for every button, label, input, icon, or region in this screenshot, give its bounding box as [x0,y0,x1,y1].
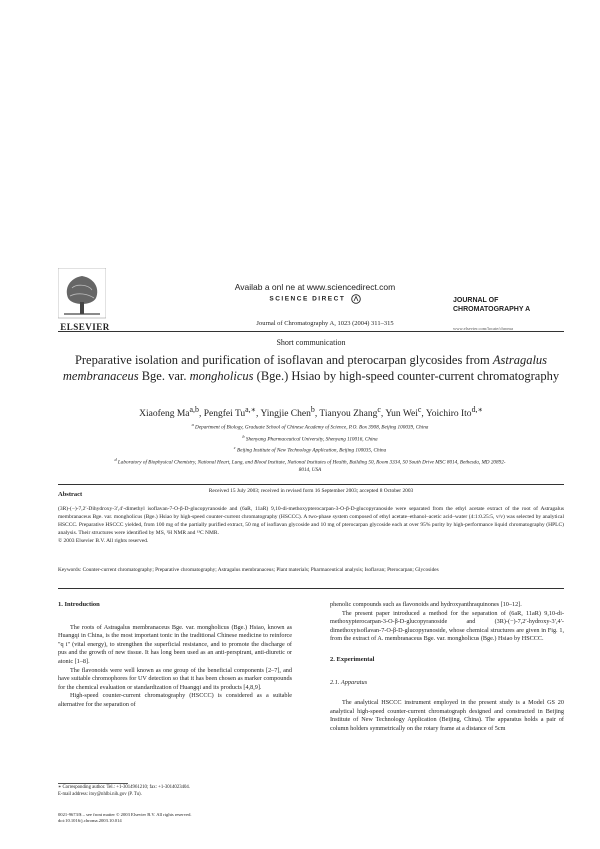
paragraph: The roots of Astragalus membranaceus Bge. var. mongholicus (Bge.) Hsiao, known as Huangqi in China, is the most important tonic in the traditional Chinese medicine to reinforce "q i" (vital energy), to strengthen the superficial resistance, and to promote the discharge of pus and the growth of new tissue. It has long been used as an anti-perspirant, anti-diuretic or atonic [1–8]. [58,623,292,665]
author[interactable]: Xiaofeng Ma$^{a,b}$, [139,405,204,420]
author[interactable]: Yoichiro Ito$^{d,∗}$ [425,405,483,420]
doi-line[interactable]: doi:10.1016/j.chroma.2003.10.014 [58,818,122,824]
sciencedirect-logo [175,294,455,308]
email-note[interactable]: E-mail address: itoy@nhlbi.nih.gov (P. Tu). [58,791,142,797]
copyright: © 2003 Elsevier B.V. All rights reserved. [58,537,149,544]
abstract-bottom-rule [58,588,564,589]
journal-url[interactable]: www.elsevier.com/locate/chroma [453,326,513,331]
title-species1: Astragalus membranaceus [62,353,548,383]
section-heading-introduction: 1. Introduction [58,601,100,608]
abstract-top-rule [58,484,564,485]
title-part1: Preparative isolation and purification of isoflavan and pterocarpan glycosides from [74,353,493,367]
journal-name [453,296,563,314]
affiliation: $^a$ Department of Biology, Graduate School of Chinese Academy of Science, P.O. Box 3908, Beijing 100039, China [191,422,429,431]
footnotes [58,785,292,798]
abstract-text: (3R)-(−)-7,2′-Dihydroxy-3′,4′-dimethyl isoflavan-7-O-β-D-glucopyranoside and (6aR, 11aR) 9,10-di-methoxypterocarpan-3-O-β-D-glucopyranoside were separated from the ethyl acetate extract of the root of Astragalus membranaceus Bge. var. mongholicus (Bge.) Hsiao by high-speed counter-current chromatography (HSCCC). A two-phase system composed of ethyl acetate–ethanol–acetic acid–water (4:1:0.25:5, v/v) was selected by analytical HSCCC. Preparative HSCCC yielded, from 100 mg of the partially purified extract, 50 mg of isoflavan glycoside and 10 mg of pterocarpan glycoside each at over 95% purity by high-performance liquid chromatography (HPLC) analysis. Their structures were identified by MS, ¹H NMR and ¹³C NMR. [58,506,564,536]
paragraph: The present paper introduced a method for the separation of (6aR, 11aR) 9,10-di-methoxypterocarpan-3-O-β-D-glucopyranoside and (3R)-(−)-7,2′-hydroxy-3′,4′-dimethoxyisoflavan-7-O-β-D-glucopyranoside, whose chemical structures are given in Fig. 1, from the extract of A. membranaceus Bge. var. mongholicus (Bge.) Hsiao by HSCCC. [330,609,564,643]
author[interactable]: Tianyou Zhang$^c$, [319,405,386,420]
page-footer [58,812,292,825]
footnote-rule [58,783,128,784]
title-species2: mongholicus [189,369,254,383]
publisher-logo-text: ELSEVIER [60,322,110,332]
section-heading-experimental: 2. Experimental [330,655,375,663]
author[interactable]: Yingjie Chen$^b$, [260,405,320,420]
affiliations [110,421,510,475]
received-dates: Received 15 July 2003; received in revised form 16 September 2003; accepted 8 October 2003 [208,488,414,494]
abstract-body [58,506,564,546]
journal-citation: Journal of Chromatography A, 1023 (2004) 311–315 [256,320,394,327]
author[interactable]: Yun Wei$^c$, [385,405,426,420]
keywords: Keywords: Counter-current chromatography; Preparative chromatography; Astragalus membranaceus; Plant materials; Pharmaceutical analysis; Isoflavan; Pterocarpan; Glycosides [58,567,439,573]
title-part3: (Bge.) Hsiao by high-speed counter-current chromatography [253,369,560,383]
article-title [58,352,564,384]
front-matter-line: 0021-9673/$ – see front matter © 2003 Elsevier B.V. All rights reserved. [58,812,192,817]
article-type: Short communication [276,338,346,347]
left-column [58,601,292,710]
header-rule [58,331,564,332]
elsevier-tree-logo [58,268,106,330]
author-list [58,405,564,419]
affiliation: $^c$ Beijing Institute of New Technology Application, Beijing 100035, China [233,445,387,454]
paragraph: High-speed counter-current chromatography (HSCCC) is considered as a suitable alternative for the separation of [58,692,292,708]
sciencedirect-text: SCIENCE DIRECT [269,295,346,303]
author[interactable]: Pengfei $Tu^{a,∗}$, [203,405,261,420]
sciencedirect-icon [351,294,361,304]
availability-line: Availab a onl ne at www.sciencedirect.com [234,282,396,292]
affiliation: $^b$ Shenyang Pharmaceutical University, Shenyang 110016, China [242,433,378,443]
right-column [330,601,564,734]
title-part2: Bge. var. [138,369,190,383]
corresponding-author-note: ∗ Corresponding author. Tel.: +1-3014961210; fax: +1-3014023404. [58,785,191,790]
paragraph: The flavonoids were well known as one group of the beneficial components [2–7], and have suitable chromophores for UV detection so that it has been chosen as marker compounds for the chemical evaluation or standardization of Huangqi and its products [4,8,9]. [58,666,292,691]
paragraph: phenolic compounds such as flavonoids and hydroxyanthraquinones [10–12]. [330,601,522,608]
journal-name-line1: JOURNAL OF [453,297,499,304]
paragraph: The analytical HSCCC instrument employed in the present study is a Model GS 20 analytical high-speed counter-current chromatograph designed and constructed in Beijing Institute of New Technology Application (Beijing, China). The apparatus holds a pair of column holders symmetrically on the rotary frame at a distance of 5cm [330,699,564,732]
affiliation: $^d$ Laboratory of Biophysical Chemistry, National Heart, Lung, and Blood Institute, National Institutes of Health, Building 50, Room 3334, 50 South Drive MSC 8014, Bethesda, MD 20892-8014, USA [114,456,506,474]
journal-name-line2: CHROMATOGRAPHY A [453,306,531,313]
abstract-heading: Abstract [58,491,83,498]
subsection-heading-apparatus: 2.1. Apparatus [330,678,368,686]
